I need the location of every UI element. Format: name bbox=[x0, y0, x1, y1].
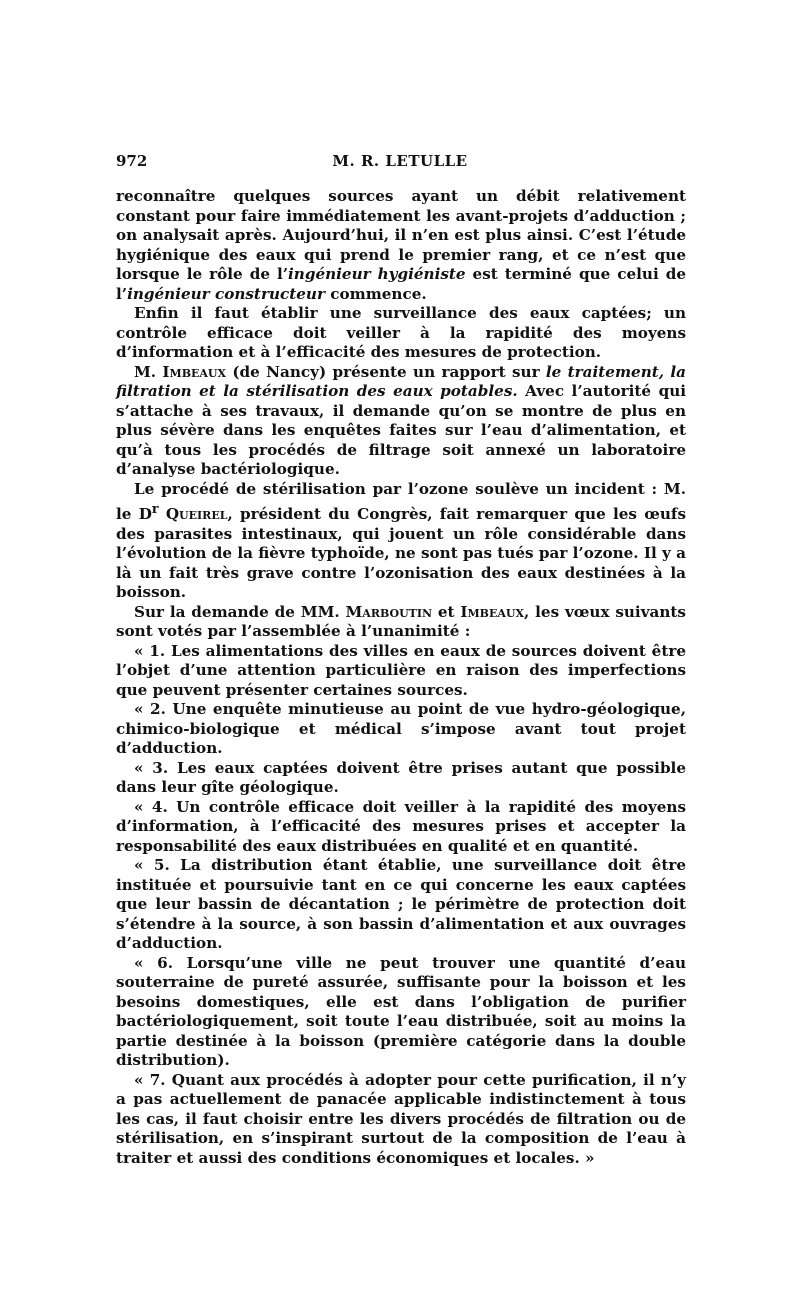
paragraph bbox=[116, 700, 686, 759]
paragraph bbox=[116, 603, 686, 642]
text-run: , les vœux suivants sont votés par l’assemblée à l’unanimité : bbox=[116, 602, 686, 641]
text-italic: ingénieur hygiéniste bbox=[288, 265, 466, 283]
text-run: « 7. Quant aux procédés à adopter pour cette purification, il n’y a pas actuellement de panacée applicable indistinctement à tous les cas, il faut choisir entre les divers procédés de filtration ou de stérilisation, en s’inspirant surtout de la composition de l’eau à traiter et aussi des conditions économiques et locales. » bbox=[116, 1070, 686, 1167]
text-run: et bbox=[432, 602, 461, 621]
text-run: , président du Congrès, fait remarquer que les œufs des parasites intestinaux, qui jouent un rôle considérable dans l’évolution de la fièvre typhoïde, ne sont pas tués par l’ozone. Il y a là un fait très grave contre l’ozonisation des eaux destinées à la boisson. bbox=[116, 505, 686, 602]
page-number: 972 bbox=[116, 152, 148, 170]
paragraph bbox=[116, 856, 686, 954]
text-run: Avec l’autorité qui s’attache à ses travaux, il demande qu’on se montre de plus en plus sévère dans les enquêtes faites sur l’eau d’alimentation, et qu’à tous les procédés de filtrage soit annexé un laboratoire d’analyse bactériologique. bbox=[116, 382, 687, 478]
paragraph bbox=[116, 187, 686, 304]
text-small-caps: Queirel bbox=[165, 505, 228, 524]
paragraph bbox=[116, 304, 686, 363]
text-run: « 2. Une enquête minutieuse au point de vue hydro-géologique, chimico-biologique et médical s’impose avant tout projet d’adduction. bbox=[116, 700, 686, 758]
text-run: « 1. Les alimentations des villes en eaux de sources doivent être l’objet d’une attention particulière en raison des imperfections que peuvent présenter certaines sources. bbox=[116, 641, 686, 699]
paragraph bbox=[116, 954, 686, 1071]
text-run: Sur la demande de MM. bbox=[134, 602, 346, 621]
paragraph bbox=[116, 642, 686, 701]
text-italic: le traitement, la filtration et la stérilisation des eaux potables. bbox=[116, 362, 686, 400]
paragraph bbox=[116, 798, 686, 857]
paragraph bbox=[116, 759, 686, 798]
text-run: « 5. La distribution étant établie, une surveillance doit être instituée et poursuivie tant en ce qui concerne les eaux captées que leur bassin de décantation ; le périmètre de protection doit s’étendre à la source, à son bassin d’alimentation et aux ouvrages d’adduction. bbox=[116, 856, 686, 953]
text-run: commence. bbox=[324, 284, 427, 303]
text-superscript: r bbox=[151, 501, 159, 516]
paragraph bbox=[116, 1071, 686, 1169]
text-italic: ingénieur constructeur bbox=[127, 284, 325, 303]
body-text bbox=[116, 187, 686, 1168]
running-title: M. R. LETULLE bbox=[332, 152, 468, 170]
text-small-caps: Imbeaux bbox=[162, 362, 227, 381]
text-run: M. bbox=[134, 362, 163, 381]
text-small-caps: Imbeaux bbox=[460, 602, 525, 621]
text-run: est terminé que celui de l’ bbox=[116, 265, 686, 303]
text-run: Le procédé de stérilisation par l’ozone soulève un incident : M. le D bbox=[116, 479, 686, 524]
text-run: Enfin il faut établir une surveillance des eaux captées; un contrôle efficace doit veiller à la rapidité des moyens d’information et à l’efficacité des mesures de protection. bbox=[116, 304, 686, 361]
paragraph bbox=[116, 363, 686, 480]
paragraph bbox=[116, 480, 686, 603]
text-run: (de Nancy) présente un rapport sur bbox=[226, 362, 546, 381]
text-run: reconnaître quelques sources ayant un débit relativement constant pour faire immédiatement les avant-projets d’adduction ; on analysait après. Aujourd’hui, il n’en est plus ainsi. C’est l’étude hygiénique des eaux qui prend le premier rang, et ce n’est que lorsque le rôle de l’ bbox=[116, 187, 686, 283]
page-header bbox=[116, 152, 684, 174]
text-run: « 4. Un contrôle efficace doit veiller à la rapidité des moyens d’information, à l’efficacité des mesures prises et accepter la responsabilité des eaux distribuées en qualité et en quantité. bbox=[116, 797, 686, 855]
text-run: « 6. Lorsqu’une ville ne peut trouver une quantité d’eau souterraine de pureté assurée, suffisante pour la boisson et les besoins domestiques, elle est dans l’obligation de purifier bactériologiquement, soit toute l’eau distribuée, soit au moins la partie destinée à la boisson (première catégorie dans la double distribution). bbox=[116, 953, 686, 1070]
text-run: « 3. Les eaux captées doivent être prises autant que possible dans leur gîte géologique. bbox=[116, 758, 686, 797]
text-run bbox=[159, 505, 166, 523]
text-small-caps: Marboutin bbox=[345, 602, 433, 621]
